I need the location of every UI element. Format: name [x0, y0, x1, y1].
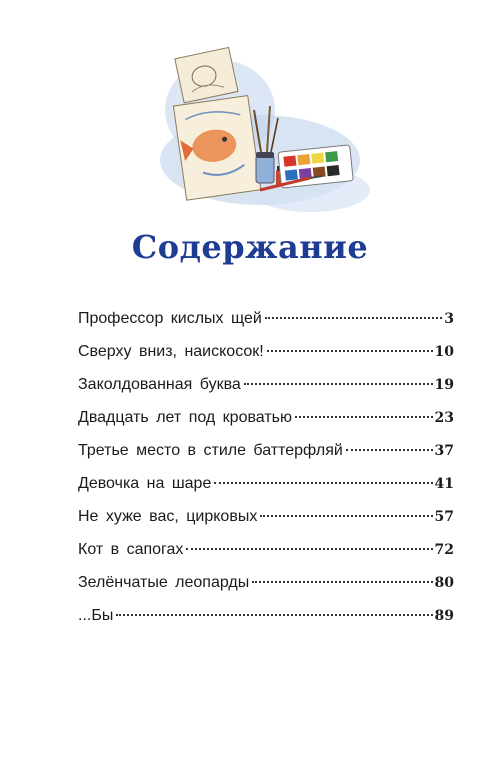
toc-entry[interactable]: [78, 409, 454, 442]
toc-leader-dots: [244, 382, 433, 385]
toc-entry-title: ...Бы: [78, 607, 114, 624]
toc-entry[interactable]: [78, 541, 454, 574]
toc-entry-title: Заколдованная буква: [78, 376, 241, 393]
toc-leader-dots: [186, 547, 432, 550]
toc-entry-page: 23: [434, 410, 454, 426]
toc-entry-page: 41: [434, 476, 454, 492]
toc-entry[interactable]: [78, 310, 454, 343]
toc-leader-dots: [252, 580, 432, 583]
paint-box-illustration-icon: [160, 40, 375, 220]
toc-entry-page: 37: [434, 443, 454, 459]
toc-entry-title: Девочка на шаре: [78, 475, 212, 492]
toc-entry[interactable]: [78, 376, 454, 409]
toc-entry-title: Двадцать лет под кроватью: [78, 409, 293, 426]
toc-leader-dots: [116, 613, 432, 616]
table-of-contents: [78, 310, 454, 640]
toc-leader-dots: [265, 316, 442, 319]
toc-entry-title: Кот в сапогах: [78, 541, 184, 558]
toc-leader-dots: [267, 349, 433, 352]
toc-entry[interactable]: [78, 574, 454, 607]
toc-leader-dots: [295, 415, 433, 418]
toc-entry-page: 72: [434, 542, 454, 558]
toc-entry-page: 3: [444, 311, 454, 327]
toc-leader-dots: [260, 514, 432, 517]
toc-entry-title: Профессор кислых щей: [78, 310, 262, 327]
toc-entry[interactable]: [78, 343, 454, 376]
toc-entry-page: 10: [434, 344, 454, 360]
toc-entry[interactable]: [78, 475, 454, 508]
toc-entry[interactable]: [78, 607, 454, 640]
toc-entry-page: 80: [434, 575, 454, 591]
toc-entry-page: 57: [434, 509, 454, 525]
toc-entry-title: Не хуже вас, цирковых: [78, 508, 258, 525]
toc-entry-title: Сверху вниз, наискосок!: [78, 343, 264, 360]
toc-entry-title: Зелёнчатые леопарды: [78, 574, 250, 591]
toc-leader-dots: [214, 481, 432, 484]
toc-entry-page: 89: [434, 608, 454, 624]
toc-entry-title: Третье место в стиле баттерфляй: [78, 442, 343, 459]
toc-entry-page: 19: [434, 377, 454, 393]
toc-entry[interactable]: [78, 442, 454, 475]
toc-entry[interactable]: [78, 508, 454, 541]
page-title: Содержание: [131, 228, 369, 266]
toc-leader-dots: [346, 448, 433, 451]
